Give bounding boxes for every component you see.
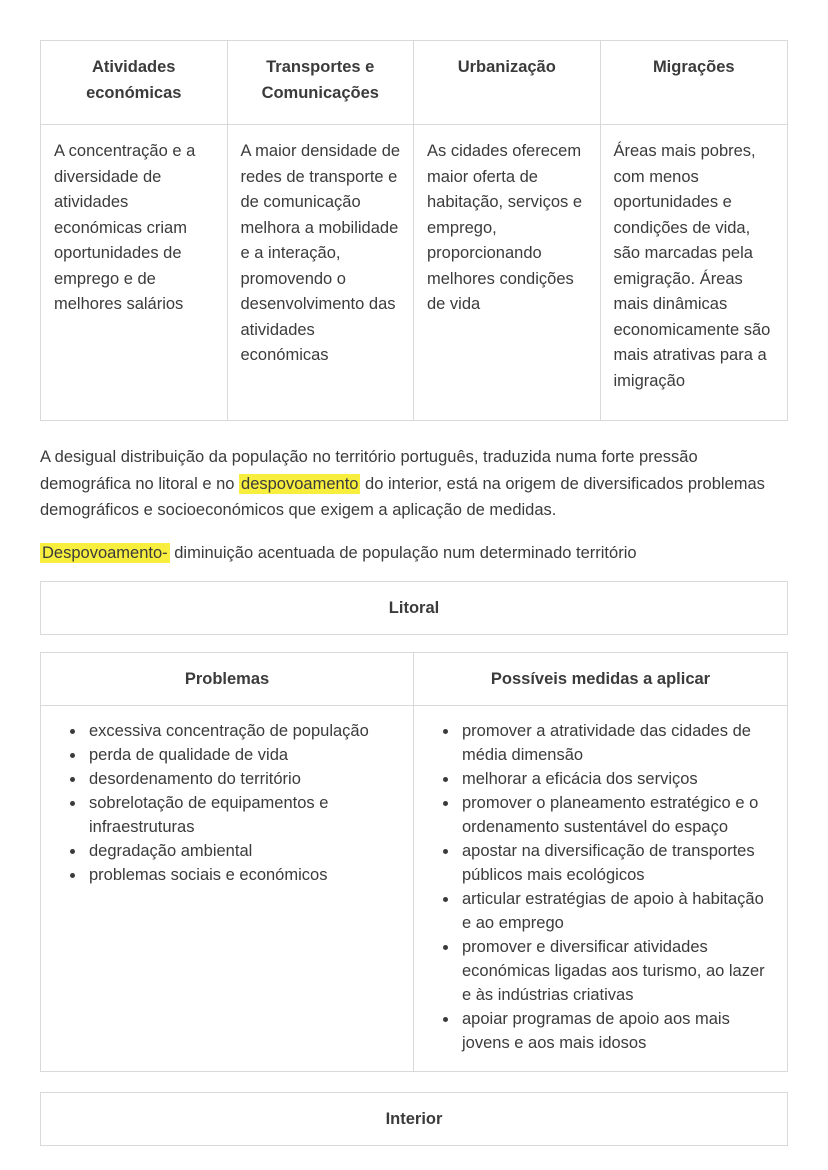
interior-band bbox=[40, 1092, 788, 1146]
paragraph-text-after: do interior, está na origem de diversificados problemas demográficos e socioeconómicos que exigem a aplicação de medidas. bbox=[40, 474, 765, 519]
measures-list bbox=[428, 719, 773, 1055]
list-item: • degradação ambiental bbox=[86, 839, 399, 863]
measures-cell bbox=[414, 706, 787, 1071]
list-item: • apostar na diversificação de transportes públicos mais ecológicos bbox=[459, 839, 773, 887]
problems-list bbox=[55, 719, 399, 887]
list-item: • promover a atratividade das cidades de média dimensão bbox=[459, 719, 773, 767]
factors-header-urbanizacao: Urbanização bbox=[414, 41, 601, 125]
list-item: • promover o planeamento estratégico e o ordenamento sustentável do espaço bbox=[459, 791, 773, 839]
factors-table bbox=[40, 40, 788, 421]
highlighted-term-despovoamento: despovoamento bbox=[241, 474, 359, 493]
problems-cell bbox=[41, 706, 414, 1071]
interior-band-title: Interior bbox=[385, 1109, 443, 1128]
list-item: • sobrelotação de equipamentos e infraestruturas bbox=[86, 791, 399, 839]
problems-header: Problemas bbox=[41, 653, 414, 706]
litoral-band bbox=[40, 581, 788, 635]
list-item: • problemas sociais e económicos bbox=[86, 863, 399, 887]
factors-cell-urbanizacao: As cidades oferecem maior oferta de habitação, serviços e emprego, proporcionando melhores condições de vida bbox=[414, 125, 601, 420]
factors-cell-migracoes: Áreas mais pobres, com menos oportunidades e condições de vida, são marcadas pela emigração. Áreas mais dinâmicas economicamente são mais atrativas para a imigração bbox=[613, 142, 771, 390]
list-item: • desordenamento do território bbox=[86, 767, 399, 791]
list-item: • melhorar a eficácia dos serviços bbox=[459, 767, 773, 791]
paragraph-text-before: A desigual distribuição da população no território português, traduzida numa forte pressão demográfica no litoral e no bbox=[40, 448, 698, 493]
factors-cell-transportes: A maior densidade de redes de transporte e de comunicação melhora a mobilidade e a interação, promovendo o desenvolvimento das atividades económicas bbox=[228, 125, 415, 420]
highlighted-definition-term: Despovoamento- bbox=[42, 543, 168, 562]
measures-header: Possíveis medidas a aplicar bbox=[414, 653, 787, 706]
problems-measures-table bbox=[40, 652, 788, 1072]
list-item: • excessiva concentração de população bbox=[86, 719, 399, 743]
list-item: • promover e diversificar atividades económicas ligadas aos turismo, ao lazer e às indústrias criativas bbox=[459, 935, 773, 1007]
factors-cell-atividades: A concentração e a diversidade de atividades económicas criam oportunidades de emprego e de melhores salários bbox=[41, 125, 228, 420]
definition-line bbox=[40, 540, 788, 567]
factors-header-atividades: Atividades económicas bbox=[41, 41, 228, 125]
litoral-band-title: Litoral bbox=[388, 598, 440, 617]
list-item: • apoiar programas de apoio aos mais jovens e aos mais idosos bbox=[459, 1007, 773, 1055]
intro-paragraph bbox=[40, 444, 788, 524]
factors-header-migracoes: Migrações bbox=[601, 41, 788, 125]
definition-text: diminuição acentuada de população num determinado território bbox=[169, 543, 637, 562]
factors-header-transportes: Transportes e Comunicações bbox=[228, 41, 415, 125]
list-item: • perda de qualidade de vida bbox=[86, 743, 399, 767]
list-item: • articular estratégias de apoio à habitação e ao emprego bbox=[459, 887, 773, 935]
